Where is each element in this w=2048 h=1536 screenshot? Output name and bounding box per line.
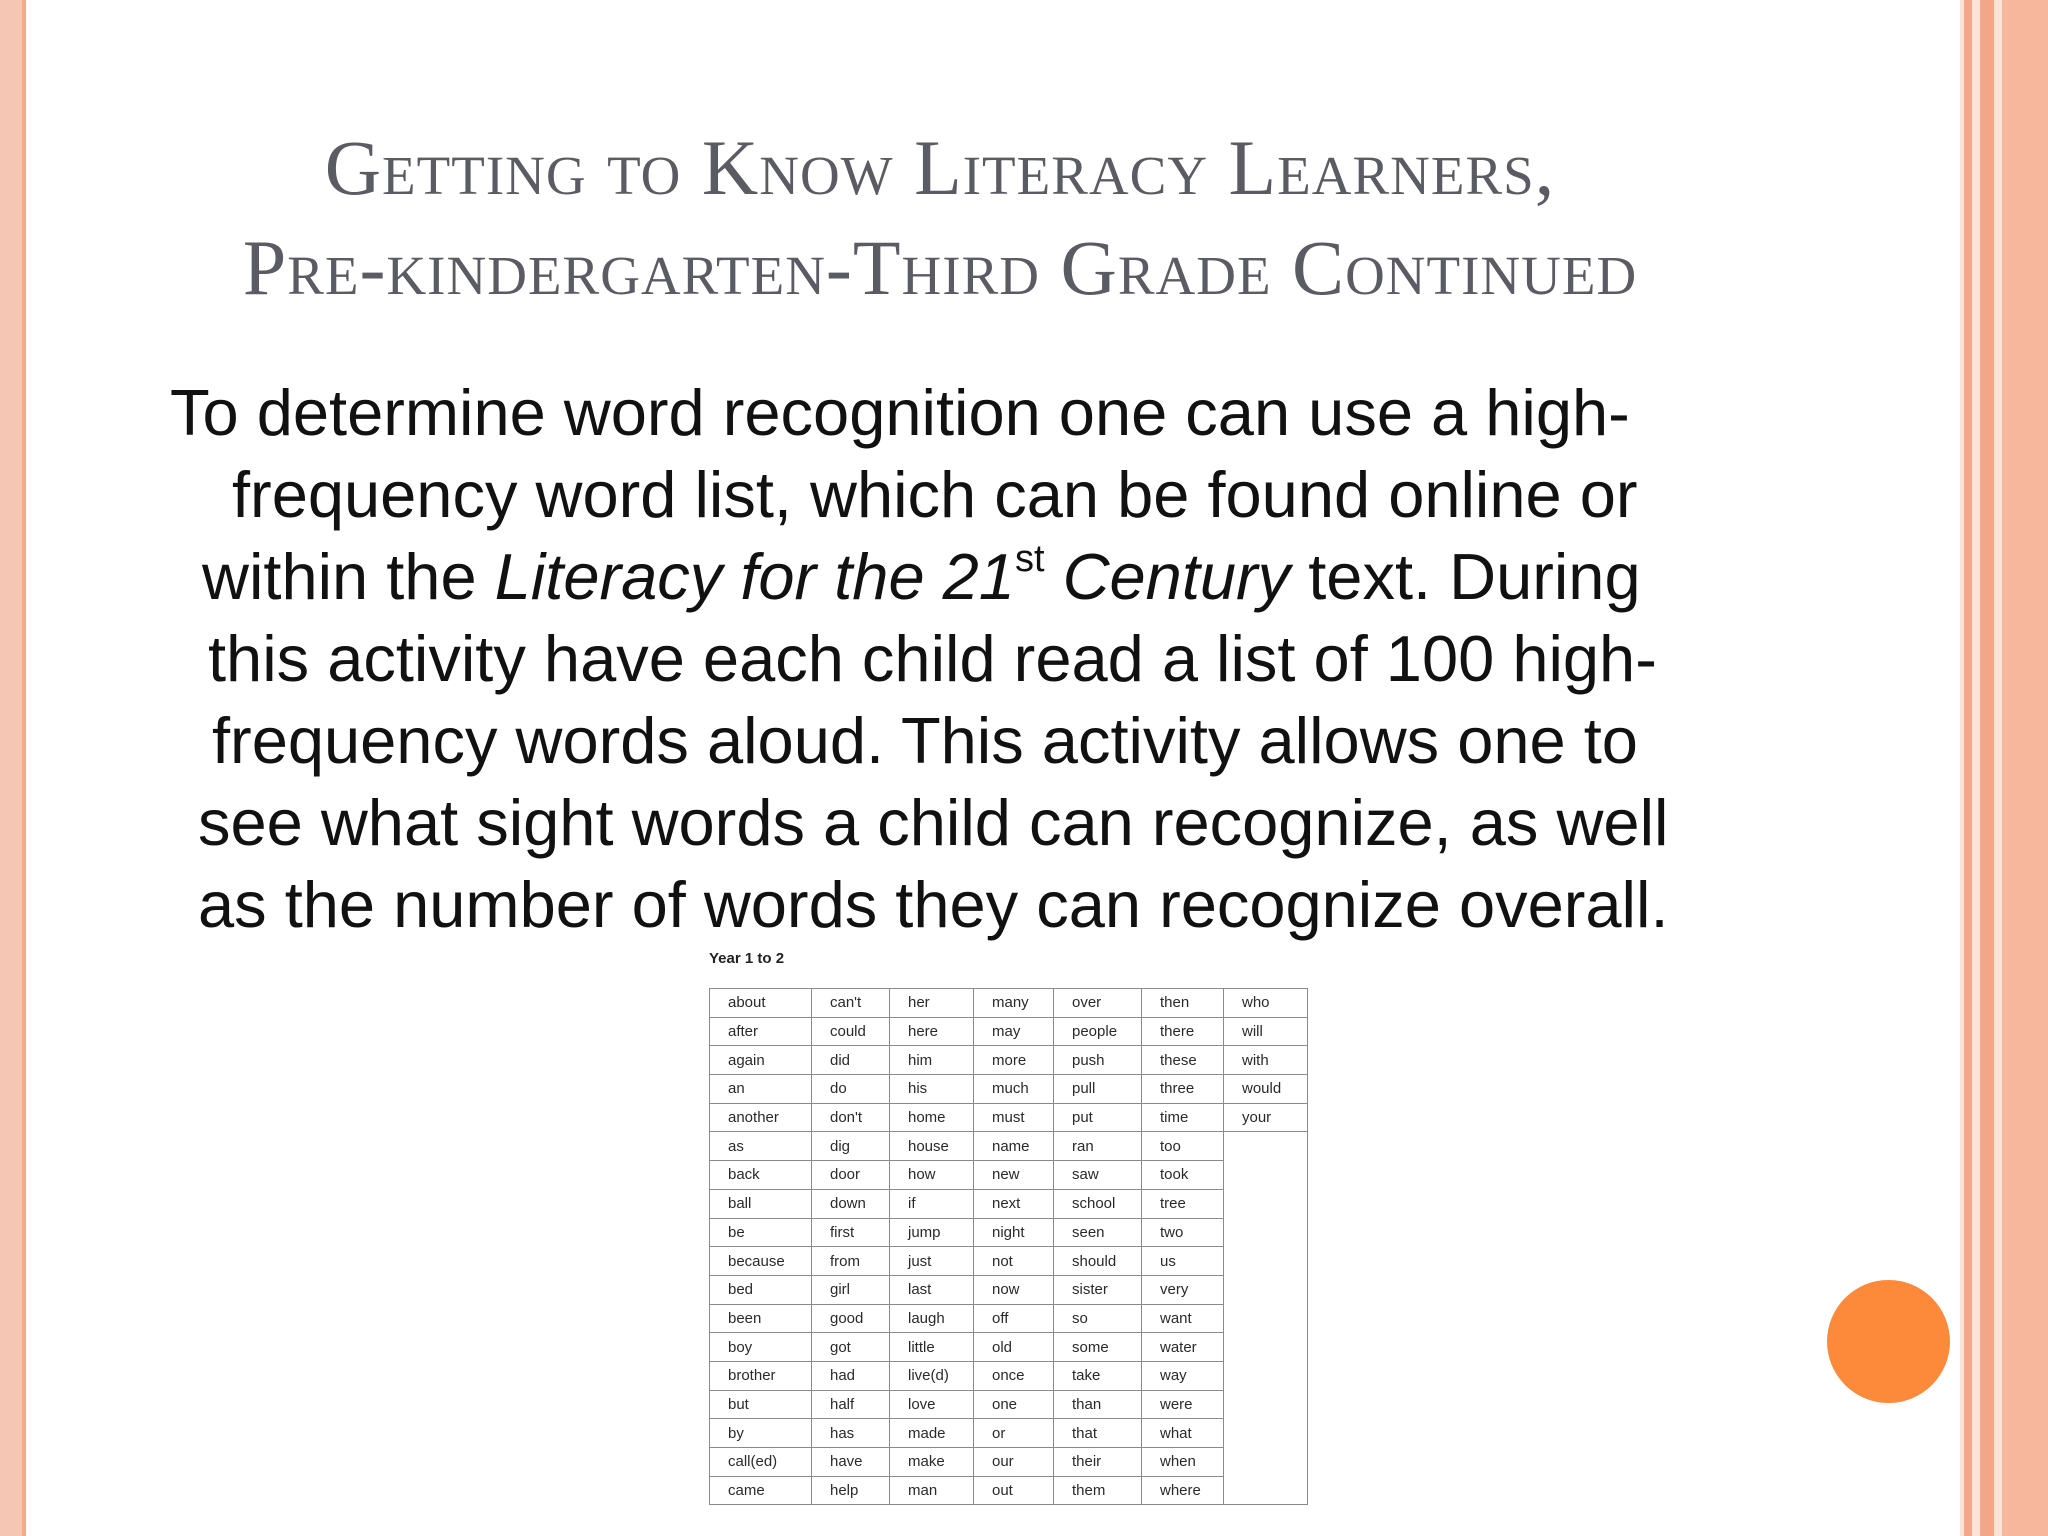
- table-cell: ran: [1054, 1132, 1142, 1161]
- slide-body-text: [170, 372, 1750, 946]
- table-cell: him: [890, 1046, 974, 1075]
- table-cell: make: [890, 1448, 974, 1477]
- table-cell: these: [1142, 1046, 1224, 1075]
- body-line-6: see what sight words a child can recognize, as well: [198, 786, 1669, 859]
- table-cell: so: [1054, 1304, 1142, 1333]
- table-cell: help: [812, 1476, 890, 1505]
- table-cell: there: [1142, 1017, 1224, 1046]
- table-cell: than: [1054, 1390, 1142, 1419]
- table-cell: got: [812, 1333, 890, 1362]
- table-cell: down: [812, 1189, 890, 1218]
- table-cell: put: [1054, 1103, 1142, 1132]
- table-cell: two: [1142, 1218, 1224, 1247]
- table-cell: more: [974, 1046, 1054, 1075]
- table-cell: [1224, 1275, 1308, 1304]
- book-title-part-1: Literacy for the 21: [494, 540, 1015, 613]
- table-cell: has: [812, 1419, 890, 1448]
- table-row: [710, 1132, 1308, 1161]
- table-cell: have: [812, 1448, 890, 1477]
- left-border-decoration: [0, 0, 22, 1536]
- table-cell: jump: [890, 1218, 974, 1247]
- table-cell: another: [710, 1103, 812, 1132]
- title-line-2: Pre-kindergarten-Third Grade Continued: [242, 224, 1638, 311]
- table-cell: [1224, 1419, 1308, 1448]
- table-cell: people: [1054, 1017, 1142, 1046]
- table-cell: us: [1142, 1247, 1224, 1276]
- table-row: [710, 1189, 1308, 1218]
- table-cell: water: [1142, 1333, 1224, 1362]
- table-cell: about: [710, 989, 812, 1018]
- table-cell: an: [710, 1075, 812, 1104]
- table-cell: don't: [812, 1103, 890, 1132]
- title-line-1: Getting to Know Literacy Learners,: [324, 124, 1556, 211]
- table-cell: tree: [1142, 1189, 1224, 1218]
- table-cell: [1224, 1333, 1308, 1362]
- table-row: [710, 1075, 1308, 1104]
- table-cell: what: [1142, 1419, 1224, 1448]
- table-cell: not: [974, 1247, 1054, 1276]
- table-cell: sister: [1054, 1275, 1142, 1304]
- table-cell: took: [1142, 1161, 1224, 1190]
- table-cell: how: [890, 1161, 974, 1190]
- table-cell: some: [1054, 1333, 1142, 1362]
- body-line-4: this activity have each child read a list of 100 high-: [208, 622, 1657, 695]
- table-cell: [1224, 1390, 1308, 1419]
- table-cell: when: [1142, 1448, 1224, 1477]
- table-cell: can't: [812, 989, 890, 1018]
- table-row: [710, 1275, 1308, 1304]
- table-cell: last: [890, 1275, 974, 1304]
- table-cell: then: [1142, 989, 1224, 1018]
- table-cell: back: [710, 1161, 812, 1190]
- table-row: [710, 1046, 1308, 1075]
- table-cell: bed: [710, 1275, 812, 1304]
- table-cell: been: [710, 1304, 812, 1333]
- body-line-2: frequency word list, which can be found online or: [232, 458, 1638, 531]
- table-cell: [1224, 1189, 1308, 1218]
- table-cell: want: [1142, 1304, 1224, 1333]
- table-row: [710, 989, 1308, 1018]
- table-cell: again: [710, 1046, 812, 1075]
- table-cell: ball: [710, 1189, 812, 1218]
- table-cell: [1224, 1448, 1308, 1477]
- table-cell: out: [974, 1476, 1054, 1505]
- table-cell: should: [1054, 1247, 1142, 1276]
- body-line-3-text-a: within the: [202, 540, 495, 613]
- table-cell: push: [1054, 1046, 1142, 1075]
- table-cell: do: [812, 1075, 890, 1104]
- table-cell: would: [1224, 1075, 1308, 1104]
- table-cell: live(d): [890, 1361, 974, 1390]
- table-row: [710, 1304, 1308, 1333]
- table-cell: them: [1054, 1476, 1142, 1505]
- table-cell: door: [812, 1161, 890, 1190]
- table-cell: night: [974, 1218, 1054, 1247]
- table-cell: love: [890, 1390, 974, 1419]
- body-line-3-text-b: text. During: [1290, 540, 1641, 613]
- table-cell: boy: [710, 1333, 812, 1362]
- table-cell: over: [1054, 989, 1142, 1018]
- table-row: [710, 1476, 1308, 1505]
- table-cell: dig: [812, 1132, 890, 1161]
- table-cell: his: [890, 1075, 974, 1104]
- word-list-caption: Year 1 to 2: [709, 950, 785, 967]
- table-cell: our: [974, 1448, 1054, 1477]
- table-cell: but: [710, 1390, 812, 1419]
- table-cell: did: [812, 1046, 890, 1075]
- table-cell: had: [812, 1361, 890, 1390]
- table-cell: may: [974, 1017, 1054, 1046]
- table-row: [710, 1161, 1308, 1190]
- table-cell: seen: [1054, 1218, 1142, 1247]
- table-row: [710, 1103, 1308, 1132]
- table-cell: here: [890, 1017, 974, 1046]
- table-cell: where: [1142, 1476, 1224, 1505]
- table-cell: [1224, 1161, 1308, 1190]
- table-cell: who: [1224, 989, 1308, 1018]
- table-cell: saw: [1054, 1161, 1142, 1190]
- table-cell: old: [974, 1333, 1054, 1362]
- table-cell: your: [1224, 1103, 1308, 1132]
- table-cell: as: [710, 1132, 812, 1161]
- table-cell: [1224, 1132, 1308, 1161]
- table-cell: home: [890, 1103, 974, 1132]
- table-cell: one: [974, 1390, 1054, 1419]
- table-cell: man: [890, 1476, 974, 1505]
- table-cell: very: [1142, 1275, 1224, 1304]
- table-cell: [1224, 1218, 1308, 1247]
- table-cell: many: [974, 989, 1054, 1018]
- table-row: [710, 1333, 1308, 1362]
- table-row: [710, 1448, 1308, 1477]
- table-cell: take: [1054, 1361, 1142, 1390]
- table-cell: their: [1054, 1448, 1142, 1477]
- table-cell: once: [974, 1361, 1054, 1390]
- table-cell: [1224, 1361, 1308, 1390]
- table-cell: were: [1142, 1390, 1224, 1419]
- table-cell: came: [710, 1476, 812, 1505]
- table-cell: now: [974, 1275, 1054, 1304]
- book-title-part-2: Century: [1044, 540, 1291, 613]
- table-cell: with: [1224, 1046, 1308, 1075]
- table-row: [710, 1390, 1308, 1419]
- table-cell: made: [890, 1419, 974, 1448]
- table-cell: laugh: [890, 1304, 974, 1333]
- table-cell: call(ed): [710, 1448, 812, 1477]
- table-cell: good: [812, 1304, 890, 1333]
- table-cell: way: [1142, 1361, 1224, 1390]
- table-cell: or: [974, 1419, 1054, 1448]
- table-cell: [1224, 1247, 1308, 1276]
- table-cell: must: [974, 1103, 1054, 1132]
- table-cell: pull: [1054, 1075, 1142, 1104]
- table-cell: from: [812, 1247, 890, 1276]
- body-line-3: [202, 536, 1750, 618]
- table-cell: off: [974, 1304, 1054, 1333]
- table-cell: after: [710, 1017, 812, 1046]
- table-cell: that: [1054, 1419, 1142, 1448]
- body-line-5: frequency words aloud. This activity allows one to: [212, 704, 1638, 777]
- body-line-1: To determine word recognition one can use a high-: [170, 376, 1630, 449]
- table-cell: first: [812, 1218, 890, 1247]
- table-cell: by: [710, 1419, 812, 1448]
- table-cell: half: [812, 1390, 890, 1419]
- table-row: [710, 1218, 1308, 1247]
- table-cell: be: [710, 1218, 812, 1247]
- right-border-decoration: [1960, 0, 2048, 1536]
- table-row: [710, 1017, 1308, 1046]
- table-cell: little: [890, 1333, 974, 1362]
- table-row: [710, 1419, 1308, 1448]
- table-cell: school: [1054, 1189, 1142, 1218]
- table-cell: much: [974, 1075, 1054, 1104]
- table-cell: new: [974, 1161, 1054, 1190]
- table-cell: [1224, 1304, 1308, 1333]
- table-cell: name: [974, 1132, 1054, 1161]
- table-cell: will: [1224, 1017, 1308, 1046]
- table-cell: girl: [812, 1275, 890, 1304]
- table-cell: her: [890, 989, 974, 1018]
- table-cell: next: [974, 1189, 1054, 1218]
- table-cell: [1224, 1476, 1308, 1505]
- table-cell: time: [1142, 1103, 1224, 1132]
- table-cell: house: [890, 1132, 974, 1161]
- book-title-superscript: st: [1014, 538, 1045, 580]
- body-line-7: as the number of words they can recognize overall.: [198, 868, 1669, 941]
- table-row: [710, 1247, 1308, 1276]
- table-row: [710, 1361, 1308, 1390]
- slide-title: [140, 118, 1740, 318]
- table-cell: too: [1142, 1132, 1224, 1161]
- table-cell: three: [1142, 1075, 1224, 1104]
- table-cell: if: [890, 1189, 974, 1218]
- next-slide-button[interactable]: [1827, 1280, 1950, 1403]
- table-cell: could: [812, 1017, 890, 1046]
- high-frequency-word-table: [709, 988, 1308, 1505]
- table-cell: because: [710, 1247, 812, 1276]
- table-cell: just: [890, 1247, 974, 1276]
- table-cell: brother: [710, 1361, 812, 1390]
